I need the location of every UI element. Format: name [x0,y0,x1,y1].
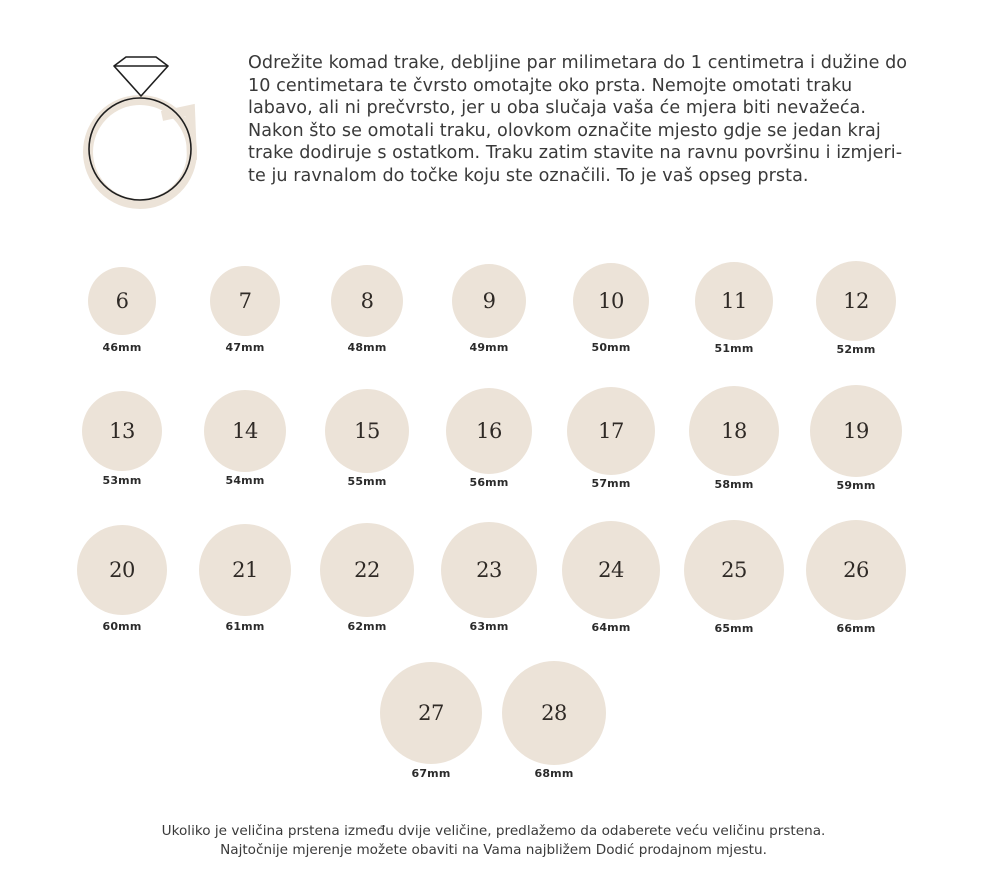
size-circle [441,522,537,618]
size-item [429,264,549,354]
size-number: 12 [843,289,869,313]
size-number: 21 [232,558,258,582]
size-circle [452,264,526,338]
size-number: 19 [843,419,869,443]
size-circle [689,386,779,476]
size-item [494,661,614,780]
size-number: 8 [360,289,374,313]
size-item [674,386,794,491]
size-number: 28 [541,701,567,725]
size-circumference: 48mm [347,341,387,354]
size-item [371,662,491,780]
size-circle [325,389,409,473]
size-item [674,520,794,635]
size-number: 26 [843,558,869,582]
size-number: 20 [109,558,135,582]
size-circle [88,267,156,335]
size-circumference: 58mm [714,478,754,491]
size-item [62,525,182,633]
size-circle [331,265,403,337]
size-item [551,387,671,490]
size-number: 7 [238,289,252,313]
size-number: 15 [354,419,380,443]
size-circle [695,262,773,340]
size-circle [320,523,414,617]
footer-note [0,822,987,860]
size-circumference: 55mm [347,475,387,488]
size-item [551,521,671,634]
size-circle [446,388,532,474]
size-item [62,391,182,487]
size-item [185,524,305,633]
size-circle [77,525,167,615]
size-item [307,265,427,354]
size-item [796,261,916,356]
size-circumference: 56mm [469,476,509,489]
size-item [185,390,305,487]
size-circumference: 63mm [469,620,509,633]
footer-line-1: Ukoliko je veličina prstena između dvije veličine, predlažemo da odaberete veću veličinu prstena. [161,823,826,839]
size-circumference: 51mm [714,342,754,355]
size-number: 6 [115,289,129,313]
size-item [307,523,427,633]
size-number: 24 [598,558,624,582]
size-circumference: 61mm [225,620,265,633]
size-circle [82,391,162,471]
size-circumference: 59mm [836,479,876,492]
size-circumference: 46mm [102,341,142,354]
size-circle [684,520,784,620]
size-number: 14 [232,419,258,443]
size-circle [810,385,902,477]
size-circumference: 57mm [591,477,631,490]
size-item [429,388,549,489]
size-number: 27 [418,701,444,725]
size-circle [380,662,482,764]
size-number: 9 [482,289,496,313]
size-item [674,262,794,355]
size-item [796,520,916,635]
size-number: 23 [476,558,502,582]
instructions-text: Odrežite komad trake, debljine par milimetara do 1 centimetra i dužine do 10 centimetara te čvrsto omotajte oko prsta. Nemojte omotati traku labavo, ali ni prečvrsto, jer u oba slučaja vaša će mjera biti nevažeća. Nakon što se omotali traku, olovkom označite mjesto gdje se jedan kraj trake dodiruje s ostatkom. Traku zatim stavite na ravnu površinu i izmjeri-te ju ravnalom do točke koju ste označili. To je vaš opseg prsta. [248,53,908,186]
size-circle [573,263,649,339]
footer-line-2: Najtočnije mjerenje možete obaviti na Vama najbližem Dodić prodajnom mjestu. [220,842,767,858]
size-circumference: 49mm [469,341,509,354]
size-number: 22 [354,558,380,582]
size-circle [816,261,896,341]
size-circumference: 52mm [836,343,876,356]
size-circumference: 60mm [102,620,142,633]
size-item [62,267,182,354]
size-item [307,389,427,488]
size-circle [502,661,606,765]
size-circle [204,390,286,472]
size-circumference: 68mm [534,767,574,780]
size-number: 13 [109,419,135,443]
size-circle [562,521,660,619]
size-circumference: 64mm [591,621,631,634]
size-number: 25 [721,558,747,582]
size-circle [806,520,906,620]
size-circumference: 67mm [411,767,451,780]
size-circumference: 65mm [714,622,754,635]
size-circumference: 62mm [347,620,387,633]
size-circumference: 53mm [102,474,142,487]
size-circle [210,266,280,336]
size-circle [567,387,655,475]
size-circle [199,524,291,616]
size-circumference: 47mm [225,341,265,354]
size-item [551,263,671,354]
size-number: 10 [598,289,624,313]
size-circumference: 50mm [591,341,631,354]
size-number: 18 [721,419,747,443]
size-number: 11 [721,289,747,313]
size-circumference: 66mm [836,622,876,635]
size-item [429,522,549,633]
size-circumference: 54mm [225,474,265,487]
size-number: 17 [598,419,624,443]
size-number: 16 [476,419,502,443]
size-item [796,385,916,492]
size-item [185,266,305,354]
